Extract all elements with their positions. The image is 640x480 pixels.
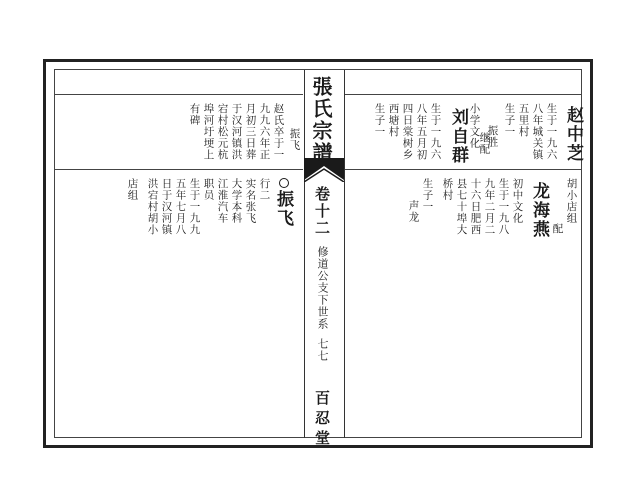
top-rule-right <box>345 94 582 95</box>
person-marker-circle-icon <box>279 178 289 188</box>
record-line: 继配 <box>478 132 491 155</box>
record-line: 声龙 <box>407 200 420 223</box>
record-line: 九年二月二 <box>483 178 496 236</box>
record-line: 十六日肥西 <box>469 178 482 236</box>
person-name-long-haiyan: 龙海燕 <box>529 182 549 239</box>
record-line: 八年五月初 <box>415 103 428 161</box>
record-line: 生子一 <box>373 103 386 138</box>
record-line: 店组 <box>126 178 139 201</box>
record-line: 九九六年正 <box>258 103 271 161</box>
record-line: 职员 <box>202 178 215 201</box>
record-line: 月初三日葬 <box>244 103 257 161</box>
spine-line-right <box>344 70 345 438</box>
record-line: 埠河圩埂上 <box>202 103 215 161</box>
mid-rule-right <box>345 169 582 170</box>
record-line: 有碑 <box>188 103 201 126</box>
record-line: 西塘村 <box>387 103 400 138</box>
record-line: 初中文化 <box>511 178 524 224</box>
record-line: 振胜 <box>486 125 499 148</box>
spine-hall-name: 百忍堂 <box>313 390 331 450</box>
record-line: 五年七月八 <box>174 178 187 236</box>
record-line: 胡小店组 <box>565 178 578 224</box>
record-line: 生于一九六 <box>429 103 442 161</box>
person-name-zhao-zhongzhi: 赵中芝 <box>563 106 583 163</box>
record-line: 生于一九九 <box>188 178 201 236</box>
record-line: 宕村松元杭 <box>216 103 229 161</box>
spine-title: 張氏宗譜 <box>309 76 333 164</box>
record-line: 县七十埠大 <box>455 178 468 236</box>
record-line: 日于汉河镇 <box>160 178 173 236</box>
record-line: 江淮汽车 <box>216 178 229 224</box>
record-line: 配 <box>551 223 564 235</box>
spine-page-number: 七七 <box>316 338 329 362</box>
person-name-zhen-fei: 振飞 <box>273 190 293 228</box>
record-line: 洪宕村胡小 <box>146 178 159 236</box>
record-line: 四日棠树乡 <box>401 103 414 161</box>
page-inner-frame <box>54 69 583 450</box>
spine-volume: 卷十二 <box>313 186 331 237</box>
genealogy-page-spread <box>43 59 593 448</box>
record-line: 五里村 <box>517 103 530 138</box>
spine-section: 修道公支下世系 <box>316 246 329 330</box>
record-line: 八年城关镇 <box>531 103 544 161</box>
spine-line-left <box>304 70 305 438</box>
top-rule-left <box>55 94 303 95</box>
record-line: 实名张飞 <box>244 178 257 224</box>
person-name-liu-ziqun: 刘自群 <box>448 108 468 165</box>
record-line: 于汉河镇洪 <box>230 103 243 161</box>
record-line: 桥村 <box>441 178 454 201</box>
record-line: 生于一九六 <box>545 103 558 161</box>
record-line: 赵氏卒于一 <box>272 103 285 161</box>
record-line: 小学文化 <box>468 103 481 149</box>
record-line: 生子一 <box>503 103 516 138</box>
record-line: 振飞 <box>288 128 301 151</box>
record-line: 生子一 <box>421 178 434 213</box>
record-line: 大学本科 <box>230 178 243 224</box>
mid-rule-left <box>55 169 303 170</box>
record-line: 行二 <box>258 178 271 201</box>
record-line: 生于一九八 <box>497 178 510 236</box>
